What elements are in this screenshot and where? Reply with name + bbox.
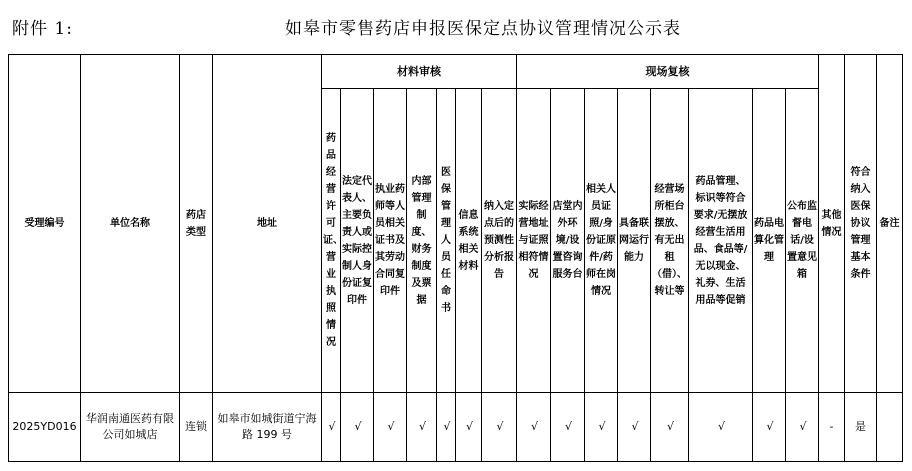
page-title: 如皋市零售药店申报医保定点协议管理情况公示表: [285, 19, 681, 39]
col-header-name: 单位名称: [81, 55, 180, 393]
col-header-it-materials: 信息系统相关材料: [456, 89, 482, 393]
cell-id: 2025YD016: [9, 393, 81, 462]
col-header-forecast-report: 纳入定点后的预测性分析报告: [482, 89, 517, 393]
col-header-pharmacist-certs: 执业药师等人员相关证书及其劳动合同复印件: [374, 89, 407, 393]
cell-staff-check: √: [585, 393, 618, 462]
cell-supervision-check: √: [786, 393, 819, 462]
cell-computerized-check: √: [753, 393, 786, 462]
cell-legal-rep-check: √: [341, 393, 374, 462]
cell-manager-check: √: [437, 393, 456, 462]
table-header-row: [9, 55, 903, 89]
table-row: [9, 393, 903, 462]
cell-other: -: [819, 393, 845, 462]
col-header-network: 具备联网运行能力: [618, 89, 651, 393]
col-header-type: 药店类型: [180, 55, 213, 393]
col-header-internal-rules: 内部管理制度、财务制度及票据: [407, 89, 437, 393]
cell-forecast-check: √: [482, 393, 517, 462]
agreement-table: [8, 54, 903, 462]
group-header-materials: 材料审核: [322, 55, 517, 89]
cell-license-check: √: [322, 393, 341, 462]
cell-address: 如皋市如城街道宁海路 199 号: [213, 393, 322, 462]
annex-label: 附件 1:: [12, 19, 73, 39]
col-header-staff-onduty: 相关人员证照/身份证原件/药师在岗情况: [585, 89, 618, 393]
col-header-store-environment: 店堂内外环境/设置咨询服务台: [551, 89, 585, 393]
cell-address-match-check: √: [517, 393, 551, 462]
col-header-address-match: 实际经营地址与证照相符情况: [517, 89, 551, 393]
col-header-remark: 备注: [877, 55, 903, 393]
col-header-conform: 符合纳入医保协议管理基本条件: [845, 55, 877, 393]
group-header-onsite: 现场复核: [517, 55, 819, 89]
cell-internal-rules-check: √: [407, 393, 437, 462]
col-header-supervision-phone: 公布监督电话/设置意见箱: [786, 89, 819, 393]
col-header-counter-layout: 经营场所柜台摆放、有无出租（借）、转让等: [651, 89, 689, 393]
col-header-legal-rep-id: 法定代表人、主要负责人或实际控制人身份证复印件: [341, 89, 374, 393]
cell-drug-mgmt-check: √: [689, 393, 753, 462]
col-header-drug-management: 药品管理、标识等符合要求/无摆放经营生活用品、食品等/无以现金、礼券、生活用品等促销: [689, 89, 753, 393]
cell-counter-check: √: [651, 393, 689, 462]
col-header-id: 受理编号: [9, 55, 81, 393]
cell-network-check: √: [618, 393, 651, 462]
cell-it-check: √: [456, 393, 482, 462]
col-header-computerized: 药品电算化管理: [753, 89, 786, 393]
col-header-other: 其他情况: [819, 55, 845, 393]
cell-type: 连锁: [180, 393, 213, 462]
col-header-license: 药品经营许可证、营业执照情况: [322, 89, 341, 393]
cell-environment-check: √: [551, 393, 585, 462]
col-header-address: 地址: [213, 55, 322, 393]
col-header-manager-appointment: 医保管理人员任命书: [437, 89, 456, 393]
cell-conform: 是: [845, 393, 877, 462]
document-heading: [0, 0, 912, 54]
cell-pharmacist-check: √: [374, 393, 407, 462]
cell-name: 华润南通医药有限公司如城店: [81, 393, 180, 462]
cell-remark: [877, 393, 903, 462]
